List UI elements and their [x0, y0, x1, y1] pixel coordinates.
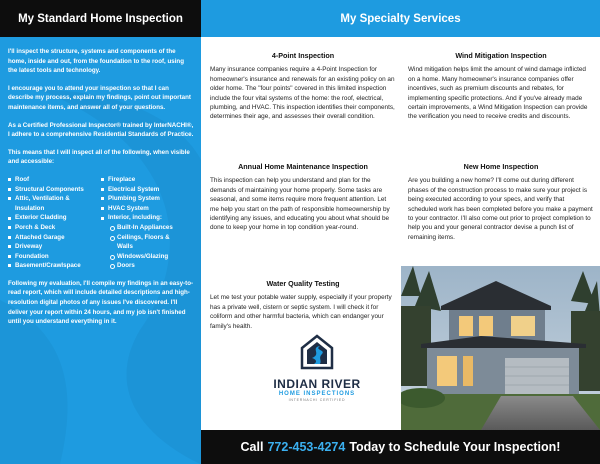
- list-item: Foundation: [8, 252, 101, 262]
- inspection-items-col-right: [101, 175, 194, 271]
- list-subitem: Windows/Glazing: [101, 252, 194, 262]
- service-title: Wind Mitigation Inspection: [455, 51, 547, 60]
- attend-paragraph: I encourage you to attend your inspection so that I can describe my process, explain my findings, point out important maintenance items, and answer all of your questions.: [8, 84, 191, 111]
- service-title: 4-Point Inspection: [271, 51, 335, 60]
- list-item: Fireplace: [101, 175, 194, 185]
- service-wind-mitigation: [408, 51, 594, 122]
- company-logo: [268, 334, 366, 410]
- list-item: Insulation: [15, 204, 45, 212]
- certification-paragraph: As a Certified Professional Inspector® trained by InterNACHI®, I adhere to a comprehensive Residential Standards of Practice.: [8, 121, 194, 139]
- list-item: Attached Garage: [8, 233, 101, 243]
- service-title: Water Quality Testing: [266, 279, 340, 288]
- service-text: Are you building a new home? I'll come out during different phases of the construction process to make sure your project is being executed according to your specs, and verify that scheduled work has been completed before you make a payment to your contractor. I'll also come out prior to project completion to help you and your general contractor devise a punch list of remaining items.: [408, 177, 593, 241]
- list-subitem: Built-In Appliances: [101, 223, 194, 233]
- logo-line-3: INTERNACHI CERTIFIED: [288, 398, 346, 402]
- list-subitem: Walls: [117, 243, 133, 251]
- cta-suffix: Today to Schedule Your Inspection!: [349, 440, 561, 454]
- service-new-home: [408, 162, 594, 242]
- list-item: Basement/Crawlspace: [8, 261, 101, 271]
- service-title: New Home Inspection: [463, 162, 539, 171]
- service-water-quality: [210, 279, 396, 331]
- left-panel: [0, 0, 201, 464]
- service-text: Let me test your potable water supply, especially if your property has a private well, cistern or septic system. I will check it for coliform and other harmful bacteria, which can endanger your family's health.: [210, 294, 392, 330]
- list-item: Interior, including:: [101, 213, 194, 223]
- service-title: Annual Home Maintenance Inspection: [238, 162, 368, 171]
- house-photo: [401, 266, 600, 430]
- service-text: Many insurance companies require a 4-Point Inspection for homeowner's insurance and renewals for an existing policy on an older home. The "four points" covered in this limited inspection include the four vital systems of the home: the roof, electrical, plumbing, and HVAC. This inspection identifies their components, determines their age, and assesses their overall condition.: [210, 66, 395, 121]
- list-item: Exterior Cladding: [8, 213, 101, 223]
- service-annual-maintenance: [210, 162, 396, 233]
- report-paragraph: Following my evaluation, I'll compile my findings in an easy-to-read report, which will include detailed descriptions and high-resolution digital photos of any issues I've discovered. I'll deliver your report within 24 hours, and my job isn't finished until you understand everything in it.: [8, 279, 194, 326]
- list-item: Structural Components: [8, 185, 101, 195]
- inspection-items-list: [8, 175, 194, 271]
- intro-paragraph: I'll inspect the structure, systems and components of the home, inside and out, from the foundation to the roof, using the latest tools and technology.: [8, 48, 184, 75]
- list-subitem: Doors: [101, 261, 194, 271]
- list-item: HVAC System: [101, 204, 194, 214]
- list-item: Porch & Deck: [8, 223, 101, 233]
- list-item: Electrical System: [101, 185, 194, 195]
- inspect-list-intro: This means that I will inspect all of the following, when visible and accessible:: [8, 148, 190, 166]
- call-to-action-bar: [201, 430, 600, 464]
- logo-line-1: INDIAN RIVER: [273, 377, 361, 391]
- list-item: Driveway: [8, 242, 101, 252]
- list-subitem: Ceilings, Floors &: [101, 233, 194, 243]
- service-4-point: [210, 51, 396, 122]
- list-item: Plumbing System: [101, 194, 194, 204]
- logo-house-icon: [300, 334, 334, 370]
- list-item: Attic, Ventilation &: [8, 194, 101, 204]
- service-text: This inspection can help you understand and plan for the demands of maintaining your home properly. Some tasks are seasonal, and some items require more frequent attention. Let me help you start on the path of responsible homeownership by identifying any issues, and educating you about what should be done to keep your home in top condition year-round.: [210, 177, 390, 232]
- phone-number-link[interactable]: 772-453-4274: [267, 440, 346, 454]
- cta-prefix: Call: [240, 440, 264, 454]
- service-text: Wind mitigation helps limit the amount of wind damage inflicted on a home. Many homeowner's insurance companies offer incentives, such as premium discounts and rebates, for implementing specific protections. And if you've already made certain improvements, a Wind Mitigation Inspection can provide the verification you need to receive credits and discounts.: [408, 66, 588, 121]
- left-panel-title: My Standard Home Inspection: [0, 0, 201, 37]
- inspection-items-col-left: [8, 175, 101, 271]
- list-item: Roof: [8, 175, 101, 185]
- right-panel-title: My Specialty Services: [201, 0, 600, 37]
- logo-line-2: HOME INSPECTIONS: [278, 391, 356, 397]
- left-panel-body: [0, 37, 201, 327]
